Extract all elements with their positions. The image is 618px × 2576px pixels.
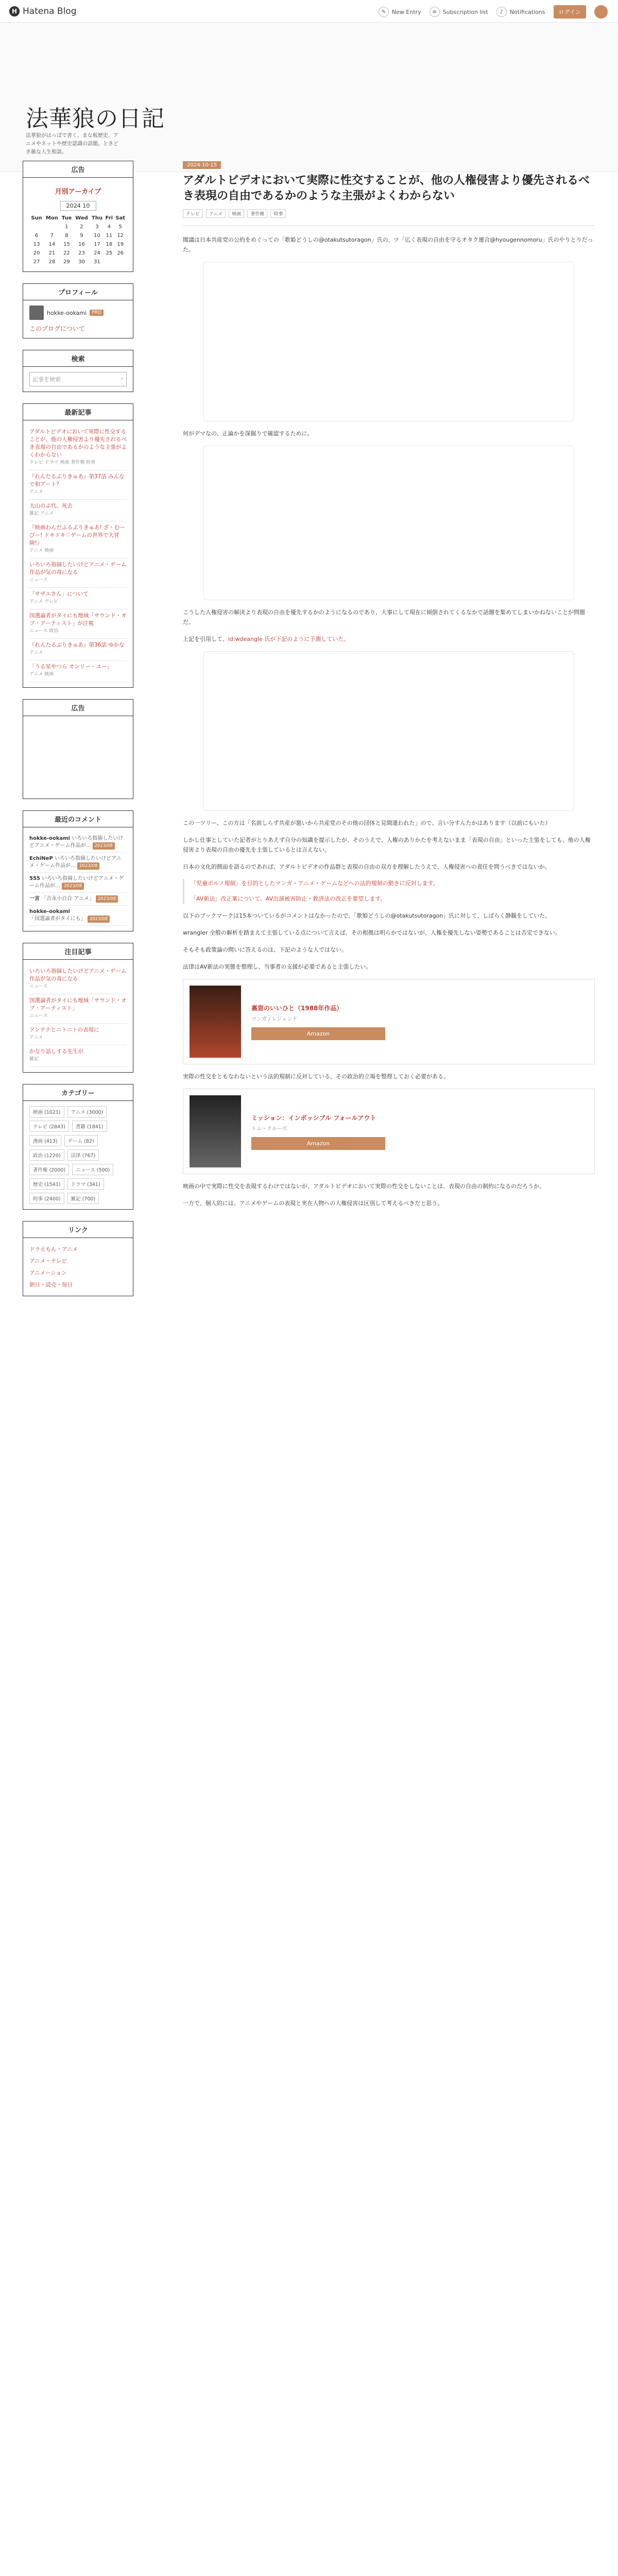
search-box — [23, 350, 133, 392]
weekday-label: Tue — [61, 215, 72, 221]
recent-post-item[interactable] — [29, 426, 127, 470]
reference-link[interactable]: 「児童ポルノ規制」を目的としたマンガ・アニメ・ゲームなどへの法的規制の動きに反対します。 — [191, 880, 439, 887]
recent-post-meta: ニュース — [29, 578, 48, 583]
subscription-label: Subscription list — [442, 8, 488, 15]
ad-heading: 広告 — [23, 700, 133, 716]
calendar-day[interactable]: 26 — [117, 250, 124, 256]
weekday-label: Mon — [45, 215, 58, 221]
paragraph-5: この一ツリー、この方は「名前しらず共産が悪いから共産党のその他の団体と見間違われた」ので、言い分すんたかはあります（以前にもいた） — [183, 820, 551, 826]
calendar-day[interactable]: 4 — [107, 224, 111, 230]
comment-text[interactable]: 「吉永小百合 アニメ」 — [41, 896, 94, 902]
comment-date-badge: 2023/08 — [93, 842, 115, 850]
links-box — [23, 1221, 133, 1296]
popular-box — [23, 943, 133, 1073]
calendar-day[interactable]: 23 — [78, 250, 85, 256]
hatena-logo[interactable] — [9, 6, 77, 16]
recent-post-title[interactable]: 『れんたるぶりきゅあ』第37話 みんなで和アート？ — [29, 473, 125, 487]
popular-post-title[interactable]: かなり話しする先生が — [29, 1048, 83, 1055]
category-tag[interactable]: 政治 (1220) — [29, 1149, 64, 1161]
list-icon: ≡ — [430, 7, 440, 17]
recent-post-meta: テレビ ドラマ 映画 著作権 時事 — [29, 460, 96, 465]
calendar-day[interactable]: 30 — [78, 259, 85, 265]
sidebar-link[interactable]: アニメ・テレビ — [29, 1258, 67, 1264]
product-card — [183, 979, 595, 1064]
amazon-button[interactable]: Amazon — [251, 1137, 385, 1150]
paragraph-2: 何がデマなの、正論かを深掘りで確認するために。 — [183, 430, 313, 437]
categories-box — [23, 1084, 133, 1210]
paragraph-4-text: 上記を引用して、 — [183, 636, 228, 642]
calendar-day[interactable]: 29 — [63, 259, 70, 265]
user-link[interactable]: id:wdeangle 氏が下記のように予測していた。 — [228, 636, 350, 642]
archive-box — [23, 161, 133, 272]
comment-user[interactable]: EchiNeP — [29, 856, 53, 861]
comment-user[interactable]: 一言 — [29, 896, 40, 902]
weekday-label: Wed — [75, 215, 88, 221]
calendar-day[interactable]: 2 — [80, 224, 83, 230]
sidebar — [23, 161, 133, 1308]
notifications-label: Notifications — [509, 8, 545, 15]
paragraph-14: 一方で、個人的には、アニメやゲームの表現と実在人物への人権侵害は区別して考えるべきだと思う。 — [183, 1200, 443, 1207]
blog-header — [0, 23, 618, 172]
comments-box — [23, 810, 133, 931]
recent-post-item[interactable] — [29, 521, 127, 558]
category-tag[interactable]: 著作権 (2000) — [29, 1164, 69, 1175]
calendar-day[interactable]: 15 — [63, 242, 70, 247]
product-author: トム・クルーズ — [251, 1126, 287, 1132]
popular-post-title[interactable]: いろいろ指摘したいけどアニメ・ゲーム作品が気の毒になる — [29, 968, 127, 982]
category-tag[interactable]: アニメ (3000) — [67, 1106, 107, 1117]
product-image[interactable] — [190, 1095, 241, 1167]
calendar-day[interactable]: 9 — [80, 233, 83, 239]
profile-name[interactable]: hokke-ookami — [47, 309, 87, 316]
comment-text[interactable]: 「国選論者がタイにも」 — [29, 916, 86, 922]
calendar-day — [114, 258, 127, 266]
calendar — [29, 214, 127, 266]
recent-post-meta: アニメ — [29, 489, 43, 495]
post-category-tag[interactable]: 映画 — [229, 209, 244, 218]
product-author: マンガ / レジェンド — [251, 1016, 298, 1022]
calendar-day[interactable]: 27 — [33, 259, 40, 265]
calendar-day[interactable]: 18 — [106, 242, 113, 247]
calendar-day[interactable]: 25 — [106, 250, 113, 256]
blockquote — [183, 879, 595, 904]
embedded-tweet[interactable] — [203, 446, 574, 600]
recent-post-item[interactable] — [29, 558, 127, 588]
sidebar-link[interactable]: ドラえもん・アニメ — [29, 1246, 78, 1252]
recent-post-title[interactable]: いろいろ指摘したいけどアニメ・ゲーム作品が気の毒になる — [29, 562, 127, 575]
paragraph-12: 実際の性交をともなわないという法的規制に反対している、その政治的立場を整理しておく必要がある。 — [183, 1073, 449, 1080]
comment-date-badge: 2023/08 — [77, 862, 99, 870]
recent-post-item[interactable] — [29, 588, 127, 609]
embedded-tweet[interactable] — [203, 651, 574, 811]
comment-user[interactable]: hokke-ookami — [29, 836, 70, 841]
category-tag[interactable]: 歴史 (1541) — [29, 1178, 64, 1190]
comment-user[interactable]: 555 — [29, 876, 40, 882]
post-date[interactable]: 2024-10-15 — [183, 161, 221, 169]
comment-date-badge: 2023/08 — [62, 883, 84, 890]
calendar-day[interactable]: 12 — [117, 233, 124, 239]
calendar-day[interactable]: 3 — [95, 224, 99, 230]
popular-post-meta: ニュース — [29, 984, 48, 989]
weekday-label: Fri — [105, 215, 113, 221]
post-category-tag[interactable]: テレビ — [183, 209, 203, 218]
subscription-link[interactable] — [430, 7, 488, 17]
profile-heading: プロフィール — [23, 284, 133, 300]
product-image[interactable] — [190, 986, 241, 1058]
bell-icon: ♪ — [496, 7, 507, 17]
recent-post-meta: 雑記 アニメ — [29, 511, 54, 516]
links-heading: リンク — [23, 1222, 133, 1238]
paragraph-13: 映画の中で実際に性交を表現するわけではないが、アダルトビデオにおいて実際の性交をしないことは、表現の自由の制約になるのだろうか。 — [183, 1183, 545, 1190]
calendar-day[interactable]: 22 — [63, 250, 70, 256]
calendar-day[interactable]: 8 — [65, 233, 68, 239]
calendar-day[interactable]: 10 — [94, 233, 100, 239]
paragraph-7: 日本の文化的側面を語るのであれば、アダルトビデオの作品群と表現の自由の双方を理解したうえで、人権侵害への責任を問うべきではないか。 — [183, 863, 551, 870]
calendar-day[interactable]: 5 — [118, 224, 122, 230]
calendar-day — [44, 223, 60, 231]
popular-post-meta: 雑記 — [29, 1057, 39, 1062]
product-title[interactable]: ミッション：インポッシブル フォールアウト — [251, 1114, 376, 1122]
top-nav — [379, 5, 608, 19]
search-heading: 検索 — [23, 350, 133, 367]
category-tag[interactable]: 時事 (2400) — [29, 1193, 64, 1204]
comment-date-badge: 2023/08 — [96, 895, 118, 903]
recent-post-title[interactable]: 『映画わんだふるぷりきゅあ! ざ・むーびー! ドキドキ♡ゲームの世界で大冒険!』 — [29, 524, 126, 546]
recent-post-title[interactable]: 「サザエさん」について — [29, 591, 89, 597]
main-content — [183, 161, 595, 1215]
post-title[interactable]: アダルトビデオにおいて実際に性交することが、他の人権侵害より優先されるべき表現の自由であるかのような主張がよくわからない — [183, 174, 590, 202]
paragraph-6: しかし仕事としていた記者がとりあえず自分の知識を提示したが、そのうえで、人権のありかたを考えないまま「表現の自由」といった主張をしても、他の人権侵害より表現の自由の優先を主張しているとは言えない。 — [183, 837, 591, 853]
calendar-day — [29, 223, 44, 231]
pro-badge: PRO — [90, 310, 104, 316]
blog-title[interactable]: 法華狼の日記 — [26, 106, 165, 132]
paragraph-1: 閣議は日本共産党の公約をめぐっての「歌姫どうしの@otakutsutoragon」氏の、ツ「広く表現の自由を守るオタク連合@hyougennomoru」氏のやりとりだった。 — [183, 236, 593, 253]
recent-post-title[interactable]: 『れんたるぶりきゅあ』第36話 ゆかな — [29, 642, 125, 648]
top-bar — [0, 0, 618, 23]
popular-post-meta: ニュース — [29, 1013, 48, 1019]
post-category-tag[interactable]: アニメ — [206, 209, 226, 218]
brand-label: Hatena Blog — [23, 6, 77, 16]
calendar-day[interactable]: 31 — [94, 259, 100, 265]
category-tag[interactable]: 雑記 (700) — [67, 1193, 99, 1204]
recent-heading: 最新記事 — [23, 404, 133, 420]
calendar-day[interactable]: 6 — [35, 233, 39, 239]
popular-post-title[interactable]: アンテナとニトニトの表現に — [29, 1027, 99, 1033]
popular-post-item[interactable] — [29, 1024, 127, 1045]
archive-select[interactable]: 2024 10 — [60, 201, 96, 211]
recent-posts-box — [23, 403, 133, 688]
popular-post-meta: アニメ — [29, 1035, 43, 1040]
weekday-label: Sat — [115, 215, 126, 221]
comment-item[interactable] — [29, 893, 127, 906]
calendar-day[interactable]: 21 — [48, 250, 56, 256]
calendar-day[interactable]: 19 — [117, 242, 124, 247]
recent-post-title[interactable]: 国選論者がタイにも地域「サウンド・オブ・アーティスト」が注視 — [29, 613, 127, 626]
comment-date-badge: 2023/08 — [88, 916, 110, 923]
comments-heading: 最近のコメント — [23, 811, 133, 827]
new-entry-link[interactable] — [379, 7, 421, 17]
user-avatar[interactable] — [594, 5, 608, 19]
hatena-icon: H — [9, 6, 20, 16]
popular-post-item[interactable] — [29, 965, 127, 994]
blog-description: 法華狼がはっぱで書く、まな板歴史、アニメやネットや歴史認識の話題。ときどき雑な人生相談。 — [26, 133, 118, 155]
category-tag[interactable]: ニュース (500) — [72, 1164, 113, 1175]
calendar-day[interactable]: 24 — [94, 250, 100, 256]
sidebar-link[interactable]: 朝日・読売・毎日 — [29, 1282, 73, 1288]
recent-post-item[interactable] — [29, 470, 127, 500]
calendar-day[interactable]: 14 — [48, 242, 56, 247]
category-tag[interactable]: テレビ (2843) — [29, 1121, 69, 1132]
weekday-label: Sun — [31, 215, 42, 221]
ad-box — [23, 699, 133, 799]
popular-post-item[interactable] — [29, 1045, 127, 1067]
search-input[interactable] — [29, 372, 127, 386]
recent-post-meta: ニュース 政治 — [29, 629, 59, 634]
category-tag[interactable]: 漫画 (413) — [29, 1135, 61, 1146]
category-tag[interactable]: 映画 (1021) — [29, 1106, 64, 1117]
comment-item[interactable] — [29, 833, 127, 853]
paragraph-11: 法律はAV新法の実態を整理し、当事者の支援が必要であると主張したい。 — [183, 963, 372, 970]
popular-post-title[interactable]: 国選論者がタイにも地域「サウンド・オブ・アーティスト」 — [29, 997, 127, 1011]
category-tag[interactable]: 法律 (767) — [67, 1149, 99, 1161]
calendar-day[interactable]: 20 — [33, 250, 40, 256]
recent-post-meta: アニメ 映画 — [29, 548, 54, 553]
weekday-label: Thu — [91, 215, 102, 221]
calendar-day[interactable]: 13 — [33, 242, 40, 247]
recent-post-title[interactable]: アダルトビデオにおいて実際に性交することが、他の人権侵害より優先されるべき表現の自由であるかのような主張がよくわからない — [29, 429, 127, 458]
reference-link[interactable]: 「AV新法」改正案について、AV出演被害防止・救済法の改正を要望します。 — [191, 895, 386, 902]
category-tag[interactable]: 書籍 (1841) — [72, 1121, 107, 1132]
archive-ad-heading: 広告 — [23, 161, 133, 178]
recent-post-item[interactable] — [29, 639, 127, 660]
paragraph-10: そもそも政策論の問いに答えるのは、下記のような人ではない。 — [183, 946, 347, 953]
recent-post-meta: アニメ 映画 — [29, 672, 54, 677]
new-entry-label: New Entry — [391, 8, 421, 15]
search-placeholder: 記事を検索 — [32, 376, 61, 383]
recent-post-meta: アニメ — [29, 650, 43, 655]
search-icon[interactable]: ⌕ — [120, 375, 124, 382]
paragraph-4 — [183, 634, 595, 644]
comment-text[interactable]: いろいろ指摘したいけどアニメ・ゲーム作品が… — [29, 836, 124, 849]
recent-post-item[interactable] — [29, 660, 127, 682]
recent-post-meta: アニメ テレビ — [29, 599, 59, 604]
profile-avatar[interactable] — [29, 306, 44, 320]
paragraph-3: こうした人権侵害の解決より表現の自由を優先するかのようになるのであり、大事にして現在に傾倒されてくるなかで話題を集めてしまいかねないことが問題だ。 — [183, 609, 585, 625]
comment-user[interactable]: hokke-ookami — [29, 909, 70, 914]
categories-heading: カテゴリー — [23, 1084, 133, 1101]
paragraph-8: 以下のブックマークは15本ついているがコメントはなかったので、「歌姫どうしの@otakutsutoragon」氏に対して、しばらく静観をしていた。 — [183, 912, 551, 919]
popular-post-item[interactable] — [29, 994, 127, 1024]
archive-title[interactable]: 月別アーカイブ — [55, 188, 101, 196]
category-tag[interactable]: ドラマ (341) — [67, 1178, 104, 1190]
calendar-day — [104, 258, 114, 266]
profile-box — [23, 283, 133, 338]
about-link[interactable]: このブログについて — [29, 325, 85, 332]
comment-text[interactable]: いろいろ指摘したいけどアニメ・ゲーム作品が… — [29, 856, 122, 869]
paragraph-9: wrangler 全般の解析を踏まえて主張している点について言えば、その根拠は明らかではないが、人権を優先しない姿勢であることは否定できない。 — [183, 929, 561, 936]
comment-item[interactable] — [29, 906, 127, 926]
product-title[interactable]: 裏窓のいいひと（1988年作品） — [251, 1004, 343, 1012]
category-tag[interactable]: ゲーム (82) — [64, 1135, 98, 1146]
post-category-tag[interactable]: 時事 — [270, 209, 286, 218]
comment-item[interactable] — [29, 873, 127, 893]
calendar-day[interactable]: 28 — [48, 259, 56, 265]
post-category-tag[interactable]: 著作権 — [247, 209, 267, 218]
recent-post-title[interactable]: 大山のぶ代、死去 — [29, 503, 73, 509]
pencil-icon: ✎ — [379, 7, 389, 17]
sidebar-link[interactable]: アニメーション — [29, 1270, 67, 1276]
comment-text[interactable]: いろいろ指摘したいけどアニメ・ゲーム作品が… — [29, 876, 124, 889]
comment-item[interactable] — [29, 853, 127, 873]
recent-post-item[interactable] — [29, 609, 127, 639]
calendar-day[interactable]: 16 — [78, 242, 85, 247]
embedded-tweet[interactable] — [203, 262, 574, 421]
amazon-button[interactable]: Amazon — [251, 1027, 385, 1040]
recent-post-title[interactable]: 「うる星やつら オンリー・ユー」 — [29, 664, 112, 670]
post-categories — [183, 209, 595, 218]
product-card — [183, 1089, 595, 1174]
notifications-link[interactable] — [496, 7, 545, 17]
recent-post-item[interactable] — [29, 500, 127, 521]
calendar-day[interactable]: 7 — [50, 233, 54, 239]
calendar-day[interactable]: 11 — [106, 233, 113, 239]
popular-heading: 注目記事 — [23, 943, 133, 960]
calendar-day[interactable]: 17 — [94, 242, 100, 247]
login-button[interactable]: ログイン — [554, 5, 586, 19]
calendar-day[interactable]: 1 — [65, 224, 68, 230]
